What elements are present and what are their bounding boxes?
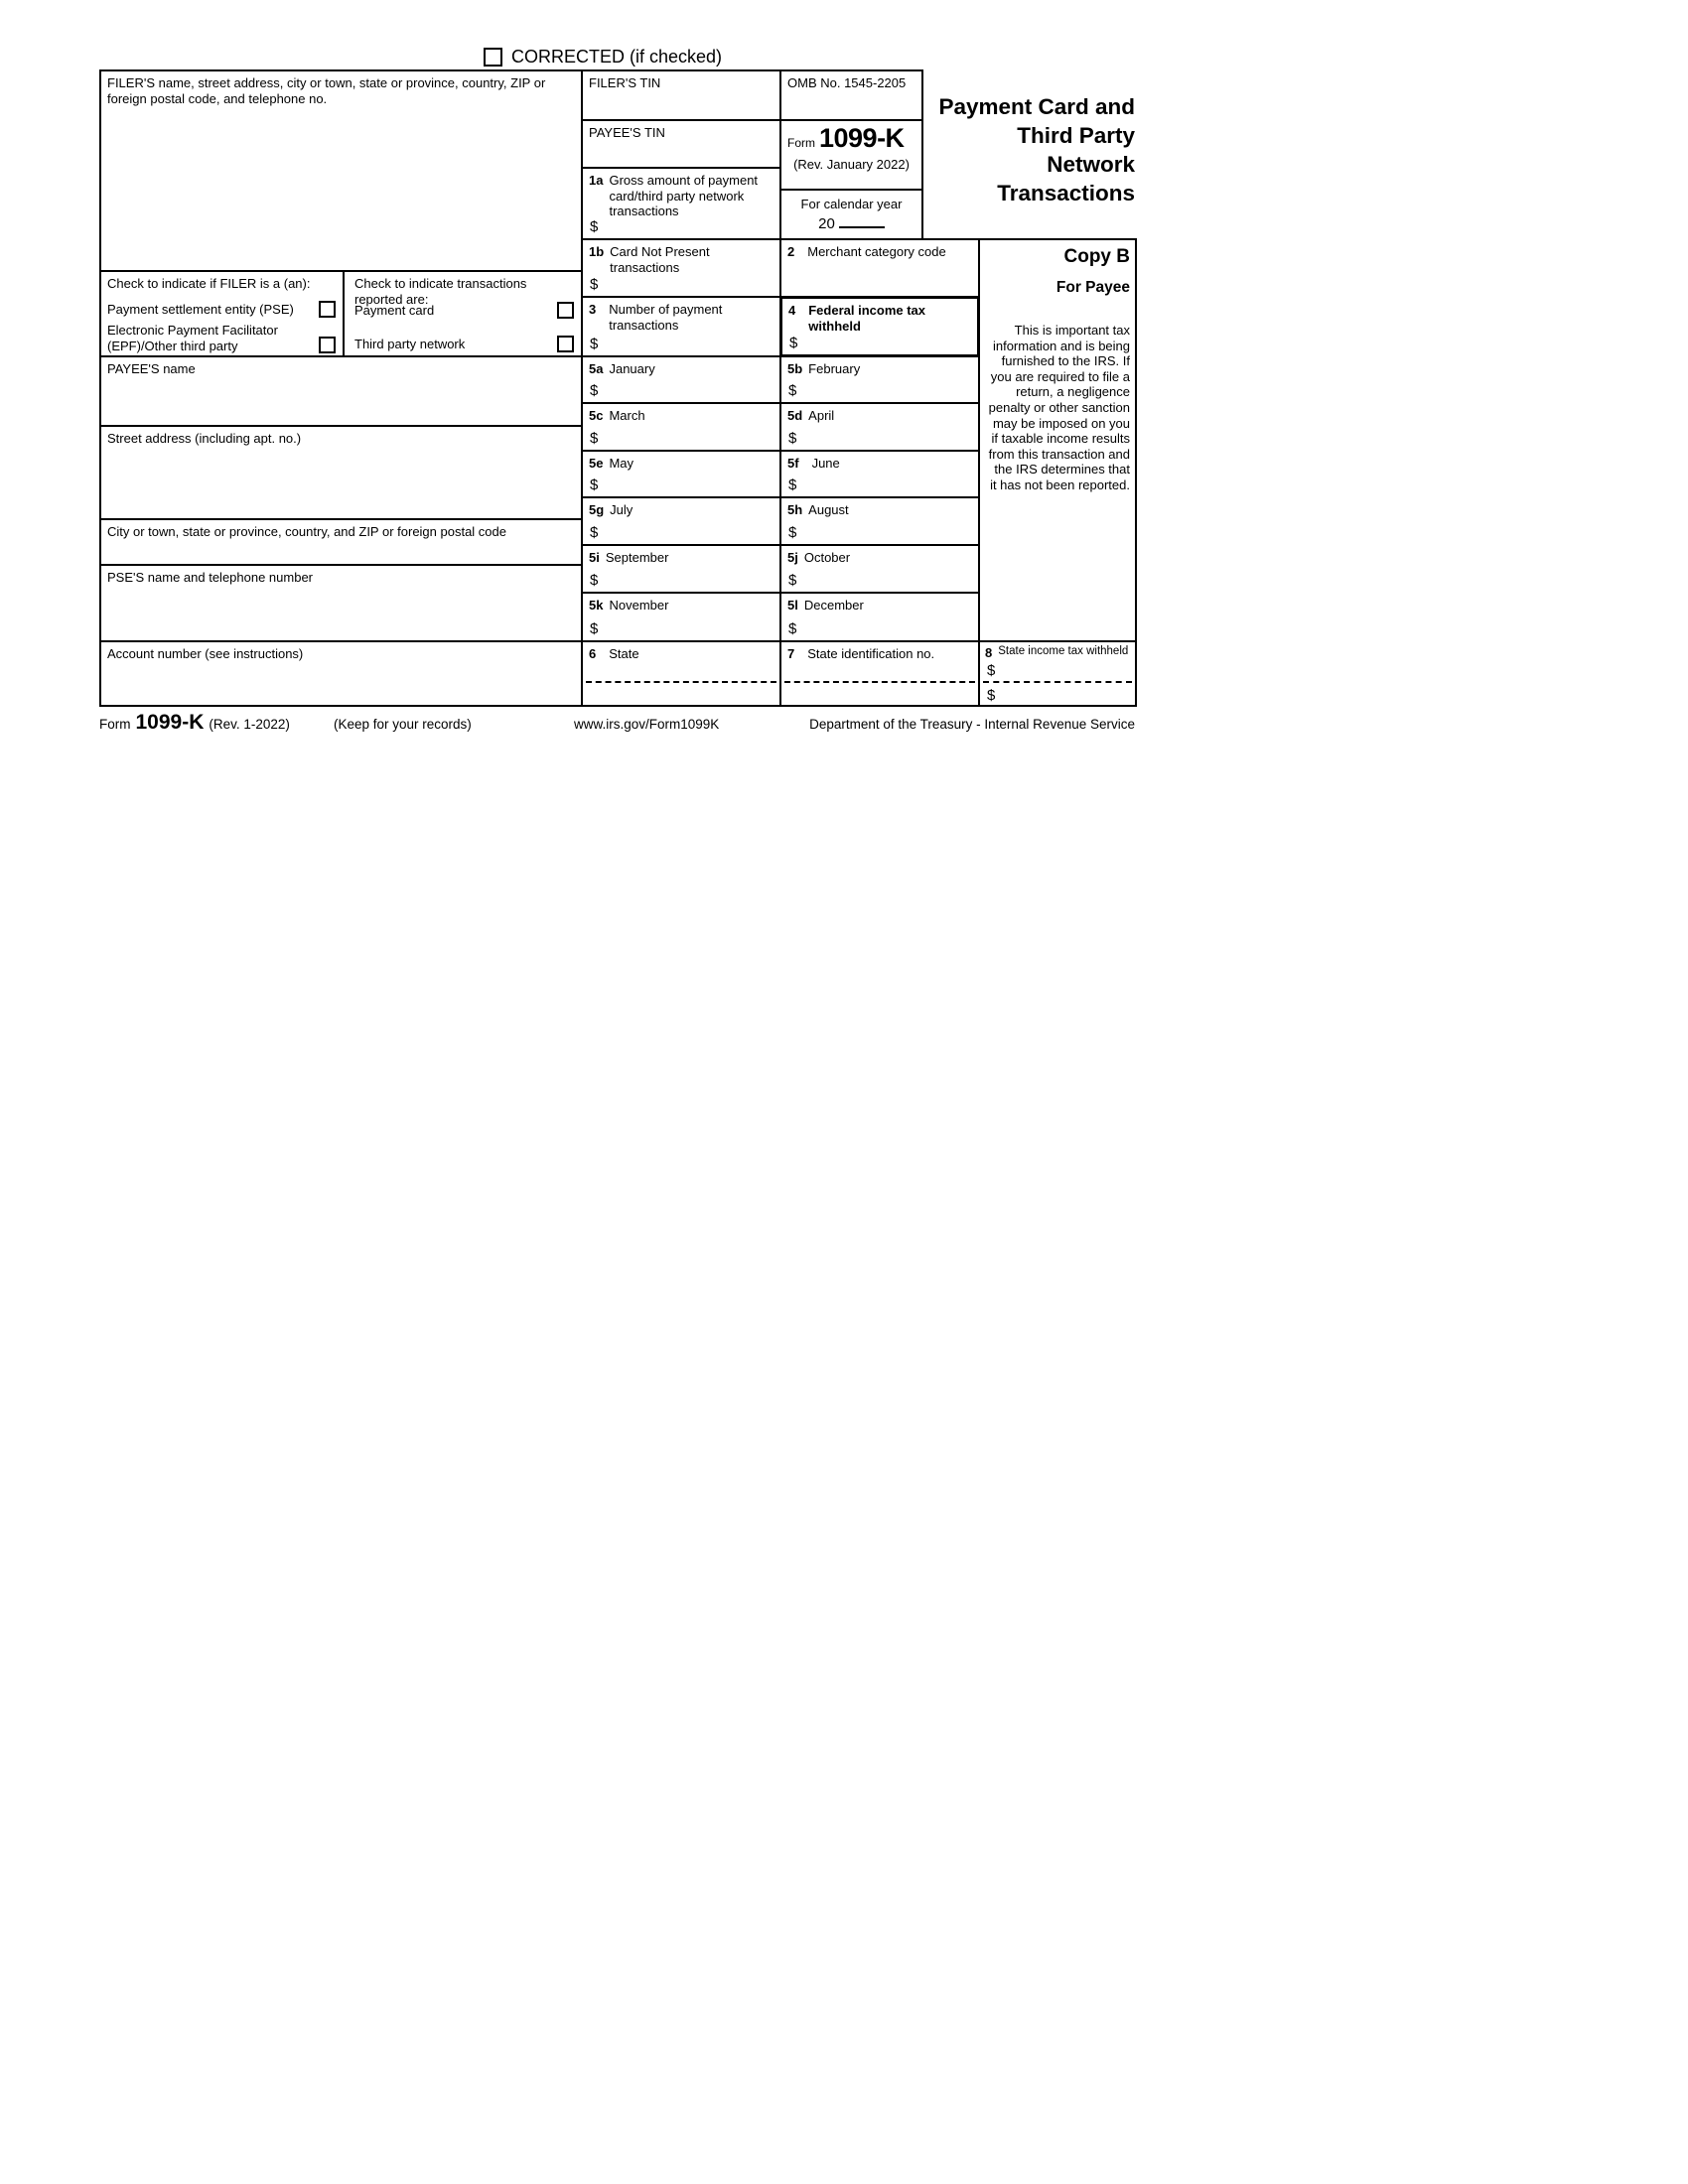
footer-form-revision: (Rev. 1-2022): [209, 717, 290, 732]
footer-form-word: Form: [99, 717, 131, 732]
box-5l-id: 5l: [787, 598, 798, 613]
box-6-label: State: [609, 646, 639, 661]
box-5k-label: November: [609, 598, 669, 613]
box-5j-label: October: [803, 550, 851, 565]
box-5f-dollar: $: [788, 477, 797, 493]
box-5e-id: 5e: [589, 456, 604, 471]
box-5g-dollar: $: [590, 524, 599, 541]
box-1a-label: Gross amount of payment card/third party network transactions: [609, 173, 759, 219]
pse-name-field[interactable]: [99, 564, 583, 642]
footer-irs-url[interactable]: www.irs.gov/Form1099K: [574, 717, 720, 732]
omb-box: [779, 69, 923, 121]
form-title-line-1: Payment Card and: [938, 94, 1135, 119]
box-5i-field[interactable]: [581, 544, 781, 594]
payee-tin-field[interactable]: [581, 119, 781, 169]
box-5c-label: March: [609, 408, 645, 423]
transactions-type-column: [343, 272, 581, 355]
box-5h-field[interactable]: [779, 496, 980, 546]
check-section: [99, 270, 583, 357]
box-5a-label: January: [609, 361, 655, 376]
city-label: City or town, state or province, country, and ZIP or foreign postal code: [107, 524, 506, 539]
calendar-year-row: [781, 215, 921, 232]
box-4-id: 4: [788, 303, 796, 318]
box-5g-id: 5g: [589, 502, 605, 517]
box-5l-dollar: $: [788, 620, 797, 637]
box-5c-id: 5c: [589, 408, 604, 423]
city-field[interactable]: [99, 518, 583, 566]
box-5k-field[interactable]: [581, 592, 781, 642]
payee-name-label: PAYEE'S name: [107, 361, 196, 376]
filer-type-column: [101, 272, 343, 355]
form-number-box: [779, 119, 923, 191]
pse-checkbox[interactable]: [319, 301, 336, 318]
box-4-label: Federal income tax withheld: [808, 303, 926, 334]
filer-tin-label: FILER'S TIN: [589, 75, 661, 90]
box-1a-field[interactable]: [581, 167, 781, 240]
calendar-year-field[interactable]: [839, 215, 885, 228]
box-5d-label: April: [808, 408, 835, 423]
filer-type-heading: Check to indicate if FILER is a (an):: [107, 276, 311, 291]
box-8-dollar-2: $: [987, 687, 996, 704]
form-word: Form: [787, 136, 815, 150]
box-5f-id: 5f: [787, 456, 799, 471]
payment-card-option-label: Payment card: [354, 302, 435, 318]
box-5j-field[interactable]: [779, 544, 980, 594]
box-1a-id: 1a: [589, 173, 604, 188]
box-5h-id: 5h: [787, 502, 803, 517]
form-title-line-3: Network: [1047, 152, 1135, 177]
account-number-field[interactable]: [99, 640, 583, 707]
box-8-field[interactable]: [978, 640, 1137, 707]
box-5k-dollar: $: [590, 620, 599, 637]
box-2-field[interactable]: [779, 238, 980, 298]
box-5d-dollar: $: [788, 430, 797, 447]
box-5b-dollar: $: [788, 382, 797, 399]
omb-label: OMB No. 1545-2205: [787, 75, 907, 90]
box-5k-id: 5k: [589, 598, 604, 613]
box-8-label: State income tax withheld: [998, 645, 1129, 657]
form-revision: (Rev. January 2022): [793, 157, 910, 172]
account-number-label: Account number (see instructions): [107, 646, 304, 661]
box-2-id: 2: [787, 244, 795, 259]
box-5b-label: February: [808, 361, 861, 376]
box-5a-id: 5a: [589, 361, 604, 376]
pse-option-row: [107, 301, 336, 318]
box-5i-label: September: [605, 550, 669, 565]
pse-option-label: Payment settlement entity (PSE): [107, 301, 294, 317]
epf-option-row: [107, 323, 336, 353]
box-5b-id: 5b: [787, 361, 803, 376]
box-3-id: 3: [589, 302, 597, 317]
pse-name-label: PSE'S name and telephone number: [107, 570, 314, 585]
box-4-dollar: $: [789, 335, 798, 351]
box-8-id: 8: [985, 645, 993, 660]
corrected-checkbox[interactable]: [484, 48, 502, 67]
box-5j-dollar: $: [788, 572, 797, 589]
payee-notice: This is important tax information and is being furnished to the IRS. If you are required to file a return, a negligence penalty or other sanction may be imposed on you if taxable income results from this transaction and the IRS determines that it has not been reported.: [988, 323, 1130, 492]
street-address-field[interactable]: [99, 425, 583, 520]
box-5e-label: May: [609, 456, 634, 471]
box-5l-field[interactable]: [779, 592, 980, 642]
transactions-heading: Check to indicate transactions reported are:: [354, 276, 527, 307]
corrected-label: CORRECTED (if checked): [511, 47, 723, 67]
box-5i-dollar: $: [590, 572, 599, 589]
box-5f-field[interactable]: [779, 450, 980, 498]
form-number-row: [787, 123, 915, 154]
box-5d-id: 5d: [787, 408, 803, 423]
box-4-field[interactable]: [779, 296, 980, 357]
box-1b-dollar: $: [590, 276, 599, 293]
calendar-year-label: For calendar year: [800, 197, 903, 211]
box-2-label: Merchant category code: [807, 244, 946, 259]
box-6-field[interactable]: [581, 640, 781, 707]
box-5j-id: 5j: [787, 550, 798, 565]
box-1a-dollar: $: [590, 218, 599, 235]
calendar-year-box: [779, 189, 923, 240]
dashed-separator: [784, 681, 975, 683]
box-5f-label: June: [811, 456, 840, 471]
box-5g-field[interactable]: [581, 496, 781, 546]
box-7-label: State identification no.: [807, 646, 935, 661]
box-5e-dollar: $: [590, 477, 599, 493]
box-5a-dollar: $: [590, 382, 599, 399]
box-5a-field[interactable]: [581, 355, 781, 404]
form-number: 1099-K: [819, 123, 905, 153]
payee-name-field[interactable]: [99, 355, 583, 427]
epf-option-label: Electronic Payment Facilitator (EPF)/Other third party: [107, 323, 278, 353]
copy-b-label: Copy B: [1063, 246, 1130, 267]
box-1b-label: Card Not Present transactions: [610, 244, 710, 275]
box-1b-id: 1b: [589, 244, 605, 259]
box-5c-field[interactable]: [581, 402, 781, 452]
box-5h-label: August: [808, 502, 849, 517]
dashed-separator: [983, 681, 1132, 683]
box-1b-field[interactable]: [581, 238, 781, 298]
third-party-network-checkbox[interactable]: [557, 336, 574, 352]
epf-checkbox[interactable]: [319, 337, 336, 353]
box-5d-field[interactable]: [779, 402, 980, 452]
payee-tin-label: PAYEE'S TIN: [589, 125, 665, 140]
dashed-separator: [586, 681, 776, 683]
box-5h-dollar: $: [788, 524, 797, 541]
box-8-dollar-1: $: [987, 662, 996, 679]
form-title-line-4: Transactions: [997, 181, 1135, 205]
footer-keep-note: (Keep for your records): [334, 717, 472, 732]
box-5i-id: 5i: [589, 550, 600, 565]
box-5l-label: December: [803, 598, 864, 613]
box-5b-field[interactable]: [779, 355, 980, 404]
footer-form-id: [99, 711, 290, 735]
filer-tin-field[interactable]: [581, 69, 781, 121]
box-3-label: Number of payment transactions: [609, 302, 723, 333]
third-party-option-label: Third party network: [354, 336, 466, 351]
payment-card-checkbox[interactable]: [557, 302, 574, 319]
filer-info-field[interactable]: [99, 69, 583, 272]
box-7-id: 7: [787, 646, 795, 661]
copy-b-panel: [978, 238, 1137, 642]
form-title-line-2: Third Party: [1017, 123, 1135, 148]
for-payee-label: For Payee: [1055, 279, 1130, 296]
payment-card-option-row: [354, 302, 574, 319]
box-5g-label: July: [610, 502, 633, 517]
corrected-row: [484, 47, 722, 68]
box-3-dollar: $: [590, 336, 599, 352]
footer-form-number: 1099-K: [135, 711, 205, 734]
box-3-field[interactable]: [581, 296, 781, 357]
footer-department: Department of the Treasury - Internal Revenue Service: [809, 717, 1135, 732]
filer-info-label: FILER'S name, street address, city or town, state or province, country, ZIP or foreign postal code, and telephone no.: [107, 75, 546, 106]
box-7-field[interactable]: [779, 640, 980, 707]
box-5e-field[interactable]: [581, 450, 781, 498]
box-5c-dollar: $: [590, 430, 599, 447]
box-6-id: 6: [589, 646, 597, 661]
form-title: [916, 92, 1135, 207]
street-address-label: Street address (including apt. no.): [107, 431, 302, 446]
third-party-option-row: [354, 336, 574, 352]
calendar-year-prefix: 20: [818, 214, 835, 232]
